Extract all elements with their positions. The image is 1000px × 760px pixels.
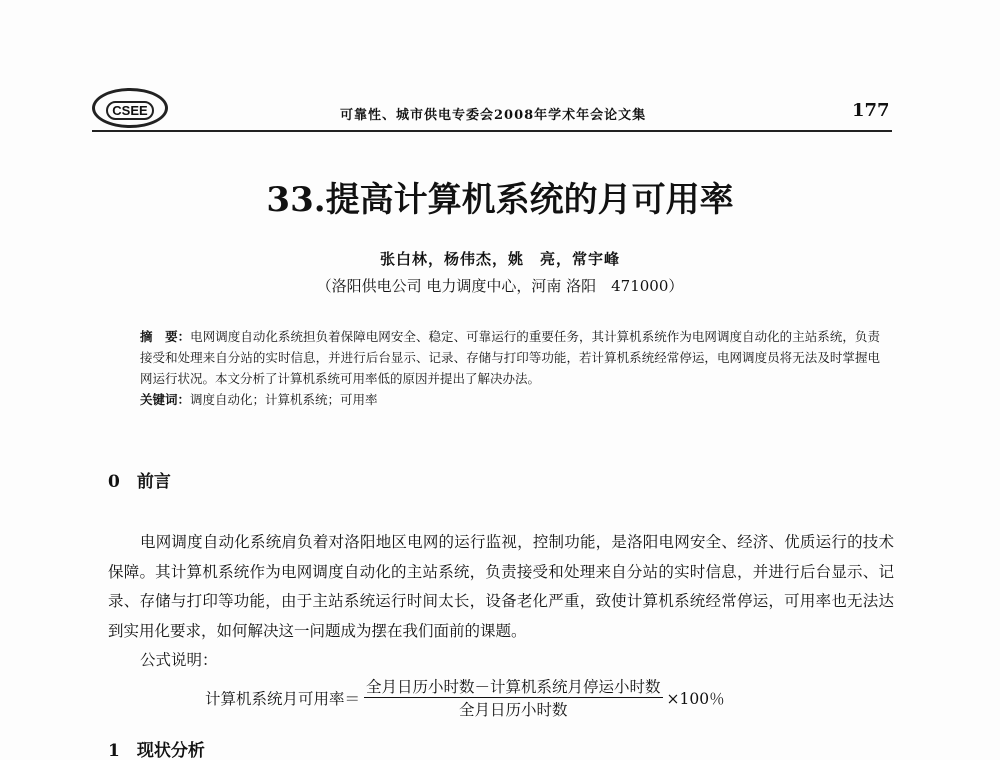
page-number: 177 xyxy=(852,100,890,121)
affiliation: （洛阳供电公司 电力调度中心，河南 洛阳 471000） xyxy=(316,277,684,295)
abstract xyxy=(140,326,880,410)
abstract-label: 摘 要： xyxy=(140,329,191,344)
formula-lhs: 计算机系统月可用率＝ xyxy=(205,689,361,708)
paper-title: 33.提高计算机系统的月可用率 xyxy=(266,180,734,220)
formula-suffix: ×100％ xyxy=(666,689,725,708)
keywords-label: 关键词： xyxy=(140,392,191,407)
formula-note: 公式说明： xyxy=(140,651,218,669)
keywords-text: 调度自动化；计算机系统；可用率 xyxy=(190,392,378,407)
header-rule xyxy=(92,130,892,132)
authors: 张白林，杨伟杰，姚 亮，常宇峰 xyxy=(379,250,620,268)
section-heading-1: 1 现状分析 xyxy=(108,741,205,760)
availability-formula xyxy=(205,675,725,720)
abstract-text: 电网调度自动化系统担负着保障电网安全、稳定、可靠运行的重要任务，其计算机系统作为电网调度自动化的主站系统，负责接受和处理来自分站的实时信息，并进行后台显示、记录、存储与打印等功能，若计算机系统经常停运，电网调度员将无法及时掌握电网运行状况。本文分析了计算机系统可用率低的原因并提出了解决办法。 xyxy=(140,329,880,386)
formula-fraction xyxy=(364,675,663,720)
section-heading-0: 0 前言 xyxy=(108,472,171,492)
formula-numerator: 全月日历小时数－计算机系统月停运小时数 xyxy=(364,675,663,698)
formula-denominator: 全月日历小时数 xyxy=(459,701,568,719)
running-title: 可靠性、城市供电专委会2008年学术年会论文集 xyxy=(340,108,647,123)
csee-logo: CSEE xyxy=(92,88,168,128)
intro-paragraph: 电网调度自动化系统肩负着对洛阳地区电网的运行监视，控制功能，是洛阳电网安全、经济、优质运行的技术保障。其计算机系统作为电网调度自动化的主站系统，负责接受和处理来自分站的实时信息，并进行后台显示、记录、存储与打印等功能，由于主站系统运行时间太长，设备老化严重，致使计算机系统经常停运，可用率也无法达到实用化要求，如何解决这一问题成为摆在我们面前的课题。 xyxy=(108,533,894,640)
